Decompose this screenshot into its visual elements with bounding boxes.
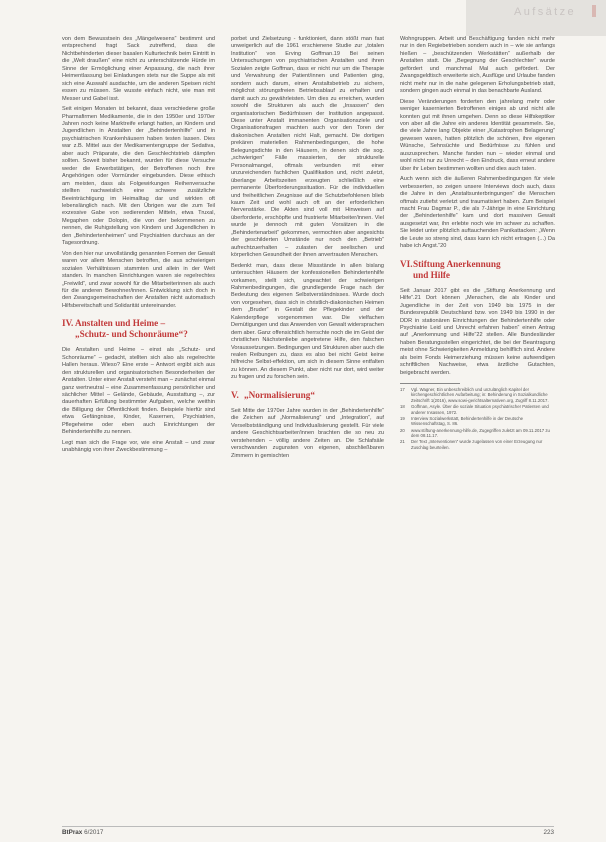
paragraph: Auch wenn sich die äußeren Rahmenbedingungen für viele verbesserten, so zeigen unsere Interviews doch auch, dass die Jahre in den „Anstaltsunterbringungen“ die Menschen oftmals zutiefst verletzt und traumatisiert haben. Zum Beispiel macht Frau Dagmar P., die als 7-Jährige in eine Einrichtung der „Behindertenhilfe“ kam und dort massiven Gewalt ausgesetzt war, ihn erlebte noch wie im schwer zu schaffen. Sie leidet unter plötzlich auftauchenden Panikattacken: „Wenn die Leute so streng sind, dass kann ich nicht ertragen (...) Da habe ich Angst.“20 bbox=[400, 176, 555, 250]
heading-line: Anstalten und Heime – bbox=[75, 318, 166, 329]
footnote-number: 18 bbox=[400, 404, 405, 410]
journal-issue: 6/2017 bbox=[84, 829, 104, 836]
column-2 bbox=[231, 36, 384, 462]
header-marker bbox=[592, 5, 596, 17]
paragraph: Seit einigen Monaten ist bekannt, dass verschiedene große Pharmafirmen Medikamente, die in den 1950er und 1970er Jahren noch keine Marktreife erlangt hatten, an Kindern und Jugendlichen in Anstalten der „Behindertenhilfe“ und in psychiatrischen Krankenhäusern haben testen lassen. Dies war z.B. Mittel aus der Medikamentengruppe der Sedativa, aber auch Präparate, die den Geschlechtstrieb dämpfen sollten. Soweit bisher bekannt, wurden für diese Versuche weder die Erwerbstätigen, der Betroffenen noch ihre Angehörigen oder Vormünder eingebunden. Diese ethisch am meisten, dass als Folgewirkungen Reihenversuche stellten nachweislich eine schwere zusätzliche Beeinträchtigung im Heimalltag dar und wirkten oft lebenslänglich nach. Mit den Übrigen war die zum Teil exzessive Gabe von sedierenden Mitteln, etwa Truxal, Megaphen oder Dolopin, die von der bekommenen zu nennen, die Ruhigstellung von Kindern und Jugendlichen in den „Behindertenheimen“ und Psychiatrien durchaus an der Tagesordnung. bbox=[62, 106, 215, 247]
heading-line: Stiftung Anerkennung bbox=[413, 258, 501, 269]
footnote-number: 19 bbox=[400, 415, 405, 421]
page-number: 223 bbox=[543, 829, 554, 836]
heading-line: „Schutz- und Schonräume“? bbox=[75, 329, 188, 340]
paragraph: Diese Veränderungen forderten den jahrelang mehr oder weniger kasernierten Betroffenen einiges ab und nicht alle konnten gut mit ihnen umgehen. Denn so diese Hilfskeptiker von aber all die Jahre ein anderes Identität gesammeln. Sie, die viele Jahre lang Objekte einer „Katastrophen Belagerung“ gewesen waren, hatten plötzlich die schönen, ihre eigenen Wünsche, Sehnsüchte und Bedürfnisse zu fühlen und auszusprechen. Manche fanden nun – wieder einmal und wohl nicht nur zu Unrecht – den Eindruck, dass erneut andere über ihr Leben bestimmen wollten und dies auch taten. bbox=[400, 98, 555, 172]
footnote-text: www.stiftung-anerkennung-hilfe.de, Zugegriffen zuletzt am 09.11.2017 zu dem 08.11.17. bbox=[411, 427, 550, 439]
paragraph: Legt man sich die Frage vor, wie eine Anstalt – und zwar unabhängig von ihrer Zweckbestimmung – bbox=[62, 439, 215, 454]
footnote-text: Vgl. Wagner, Ein unbeschreiblich und unzulänglich Kapitel der kirchengeschichtlichen Aufarbeitung; in: Behinderung in Sozialkundliche Zeitschrift 1(2016), www.sowi-gerichtsalternativen.org, Zugriff 8.11.2017. bbox=[411, 386, 549, 403]
footnote bbox=[400, 416, 555, 427]
section-heading-vi bbox=[400, 259, 555, 281]
footnote-text: Goffman, Asyle. Über die soziale Situation psychiatrischer Patienten und anderer Insassen, 1972. bbox=[411, 404, 549, 415]
footnote-divider bbox=[400, 383, 460, 384]
heading-line: „Normalisierung“ bbox=[244, 389, 315, 400]
heading-number: V. bbox=[231, 389, 239, 400]
paragraph: Bedenkt man, dass diese Missstände in allen bislang untersuchten Häusern der konfessionellen Behindertenhilfe vorkamen, stellt sich, ungeachtet der schwierigen Rahmenbedingungen, die grundlegende Frage nach der Bedeutung des eigenen Selbstverständnisses. Wurde doch von vorgesehen, dass sich in christlich-diakonischen Heimen dem „Bruder“ in Gestalt der Pflegekinder und der Kalenderpflege vorgenommen war. Die vielfachen Demütigungen und das Anwenden von Gewalt widersprachen dem aber. Ganz offensichtlich herrschte noch die im Geist der christlichen Nächstenliebe angetretene Hilfe, den falschen Voraussetzungen. Bedingungen und Strukturen aber auch die realen Reibungen zu, dass es also bei nicht Geist keine hilfreiche Selbst-effektion, um sich in diesem Sinne entfalten zu können. An diesem Punkt, aber nicht nur dort, wird weiter zu fragen und zu forschen sein. bbox=[231, 262, 385, 381]
footnote bbox=[400, 387, 555, 404]
section-header-tab bbox=[466, 0, 606, 36]
journal-footer bbox=[62, 829, 103, 836]
heading-number: IV. bbox=[62, 318, 74, 329]
paragraph: porbet und Zielsetzung - funktioniert, dann stößt man fast unweigerlich auf die 1961 erschienene Studie zur „totalen Institution“ von Erving Goffman.19 Bei seinen Untersuchungen von psychiatrischen Anstalten und ihren Sozialen zeigte Goffman, dass er nicht nur um die Therapie und Verwahrung der Patient/innen und Patienten ging, sondern auch darum, einen Anstaltsbetrieb zu sichern, möglichst störungsfreien Betriebsablauf zu erhalten und damit auch zu gewährleisten. Um dies zu erreichen, wurden sowohl die Strukturen als auch die „Insassen“ den organisatorischen Bedürfnissen der Institution angepasst. Diese unter Anstalt immanenten Organisationsziele und Organisationsfragen machten auch vor den Toren der diakonischen Anstalten nicht Halt, gemacht. Die dortigen prekären materiellen Rahmenbedingungen, die hohe Belegungsdichte in den Häusern, in denen sich die sog. „schwierigen“ Fälle massierten, der strukturelle Personalmangel, oftmals verbunden mit einer unzureichenden fachlichen Qualifikation und, nicht zuletzt, überlange Arbeitszeiten erzeugten schließlich eine permanente Überforderungssituation. Für die individuellen und freiheitlichen Zeugnisse auf die Schutzbefohlenen blieb kaum Zeit und wohl auch oft an der erforderlichen Nervenstärke. Die Akten sind voll mit Hinweisen auf überforderte, erschöpfte und frustrierte Mitarbeiter/innen. Viel wurde je dennoch mit guten Vorsätzen in die „Behindertenarbeit“ gekommen, vermochten aber angesichts der geschilderten Umstände nur noch den „Betrieb“ aufrechtzuerhalten – zulasten der seelischen und körperlichen Gesundheit der ihnen anvertrauten Menschen. bbox=[231, 36, 384, 259]
paragraph: Seit Mitte der 1970er Jahre wurden in der „Behindertenhilfe“ die Zeichen auf „Normalisierung“ und „Integration“, auf Verselbstständigung und Individualisierung gestellt. Für viele andere Geschichtsarbeiter/innen brachten die so neu zu verstehenden – völlig andere Zeiten an. Die Schlafsäle verschwanden zugunsten von eigenen, abschließbaren Zimmern in gemischten bbox=[231, 407, 384, 459]
paragraph: Wohngruppen. Arbeit und Beschäftigung fanden nicht mehr nur in den Regiebetrieben sondern auch in – wie sie anfangs hießen – „beschützenden Werkstätten“ außerhalb der Anstalten statt. Die „Begegnung der Geschlechter“ wurde gefördert und manchmal Mal auch gefördert. Der Zwangsgeldtisch erweiterte sich, Ausflüge und Urlaube fanden nicht mehr nur in die nahe gelegenen Erholungsbetrieb statt, sondern gingen auch einmal in das benachbarte Ausland. bbox=[400, 36, 555, 95]
footer-rule bbox=[62, 826, 554, 827]
footnote-number: 20 bbox=[400, 427, 405, 433]
column-1 bbox=[62, 36, 215, 457]
footnote bbox=[400, 404, 555, 415]
footnote bbox=[400, 428, 555, 439]
journal-name: BtPrax bbox=[62, 829, 83, 836]
paragraph: Die Anstalten und Heime – einst als „Schutz- und Schonräume“ – gedacht, stellten sich also als regelrechte Hallen heraus. Wieso? Eine erste – Antwort ergibt sich aus den strukturellen und organisatorischen Besonderheiten der Anstalten. Unter einer Anstalt versteht man – zunächst einmal ganz wertneutral – eine Zusammenfassung persönlicher und sächlicher Mittel – Gelände, Gebäude, Ausstattung –, zur dauerhaften Erfüllung bestimmter Aufgaben, welche weithin die Billigung der Öffentlichkeit finden. Beispiele hierfür sind etwa Gefängnisse, Kinder, Kasernen, Psychiatrien, Pflegeheime oder eben auch Einrichtungen der Behindertenhilfe zu nennen. bbox=[62, 347, 215, 436]
heading-number: VI. bbox=[400, 258, 413, 269]
paragraph: von dem Bewusstsein des „Mängelwesens“ bestimmt und entsprechend fragt Sack zutreffend, dass die Nichtbehinderten dieser basalen Kulturtechnik beim Eintritt in die „Welt draußen“ eine nicht zu unterschätzende Hürde im Sinne der Ermöglichung einer Anpassung, die nach ihrer Heimentlassung bei Einladungen stets nur die Suppe als mit sich eine Auswahl ausdachte, um die anderen Speisen nicht essen zu müssen. Sie wusste einfach nicht, wie man mit Messer und Gabel isst. bbox=[62, 36, 215, 102]
footnote bbox=[400, 439, 555, 450]
section-heading-iv bbox=[62, 318, 215, 340]
footnote-number: 21 bbox=[400, 439, 405, 445]
footnote-text: Interview Sozialwerkstatt, Behindertenhilfe in der Deutsche Wissenschaftstag, S. 86. bbox=[411, 415, 524, 427]
section-label: Aufsätze bbox=[513, 6, 576, 18]
footnote-number: 17 bbox=[400, 386, 405, 392]
section-heading-v bbox=[231, 390, 384, 401]
heading-line: und Hilfe bbox=[413, 269, 451, 280]
column-3 bbox=[400, 36, 555, 451]
paragraph: Seit Januar 2017 gibt es die „Stiftung Anerkennung und Hilfe“.21 Dort können „Menschen, die als Kinder und Jugendliche in der Zeit von 1949 bis 1975 in der Bundesrepublik Deutschland bzw. von 1949 bis 1990 in der DDR in stationären Einrichtungen der Behindertenhilfe oder Psychiatrie Leid und Unrecht erfahren haben“ einen Antrag auf „Anerkennung und Hilfe“22 stellen. Alle Bundesländer haben Beratungsstellen eingerichtet, die bei der Beantragung meist ohne Schwierigkeiten Anmeldung behilflich sind. Andere als beim Fonds Heimerziehung müssen keine aufwendigen schriftlichen Nachweise, etwa ärztliche Gutachten, beigebracht werden. bbox=[400, 287, 555, 376]
paragraph: Von den hier nur unvollständig genannten Formen der Gewalt waren vor allem Menschen betroffen, die aus schwierigen sozialen Verhältnissen stammten und allein in der Welt standen. In manchen Einrichtungen waren sie regelrechtes „Freiwild“, und zwar sowohl für die Mitarbeiterinnen als auch für die anderen Bewohner/innen. Entwicklung sich doch in den Zwangsgemeinschaften der Anstalten nicht automatisch Hilfsbereitschaft und Solidarität untereinander. bbox=[62, 250, 215, 309]
footnote-text: Der Text „Interventionen“ wurde zugelassen von einer Erzeugung nur Zuschlag beurteilen. bbox=[411, 439, 543, 451]
